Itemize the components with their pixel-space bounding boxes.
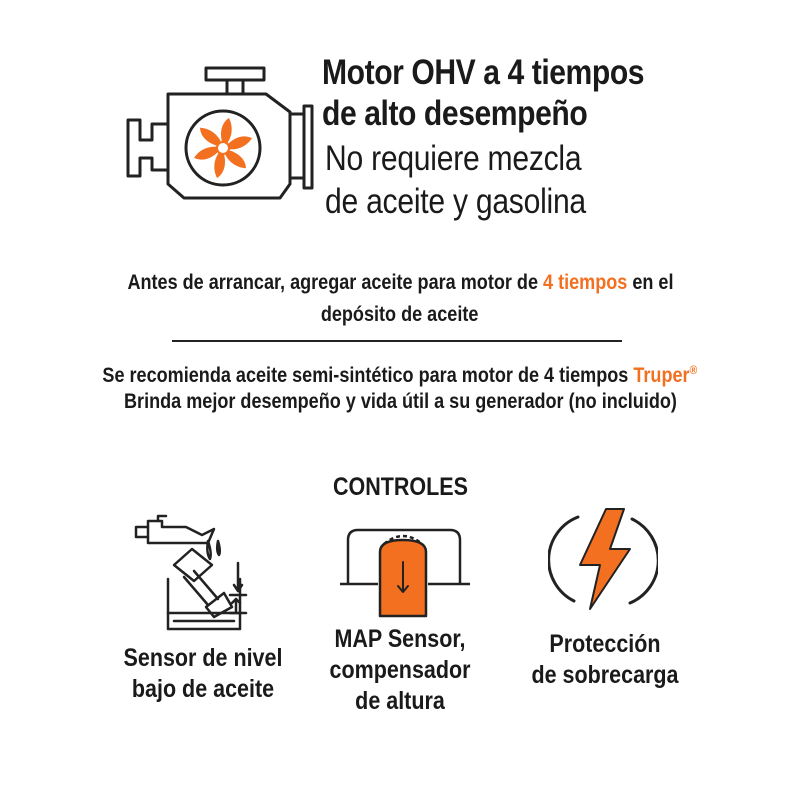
subtitle-line-1: No requiere mezcla bbox=[325, 139, 582, 178]
notice-highlight: 4 tiempos bbox=[542, 271, 627, 294]
overload-protection-icon bbox=[548, 505, 658, 615]
recommendation-line-2 bbox=[0, 387, 800, 417]
registered-mark: ® bbox=[689, 363, 698, 377]
overload-label bbox=[505, 629, 705, 691]
notice-line-2 bbox=[0, 300, 800, 330]
title-line-2: de alto desempeño bbox=[322, 94, 588, 133]
map-sensor-label-line-3: de altura bbox=[355, 687, 445, 715]
notice-prefix: Antes de arrancar, agregar aceite para motor de bbox=[126, 271, 543, 294]
divider bbox=[172, 340, 622, 342]
notice-line-2-text: depósito de aceite bbox=[321, 303, 479, 326]
recommendation-line-1 bbox=[0, 355, 800, 391]
oil-sensor-label-line-1: Sensor de nivel bbox=[123, 644, 283, 672]
controls-title bbox=[0, 473, 800, 502]
oil-sensor-label-line-2: bajo de aceite bbox=[131, 675, 275, 703]
overload-label-line-2: de sobrecarga bbox=[531, 661, 679, 689]
map-sensor-icon bbox=[340, 520, 470, 620]
recommendation-prefix: Se recomienda aceite semi-sintético para motor de 4 tiempos bbox=[102, 364, 634, 387]
map-sensor-label bbox=[305, 624, 495, 717]
brand-name: Truper bbox=[633, 364, 690, 387]
oil-sensor-label bbox=[103, 643, 303, 705]
overload-label-line-1: Protección bbox=[549, 630, 661, 658]
oil-level-sensor-icon bbox=[128, 513, 268, 643]
controls-title-text: CONTROLES bbox=[332, 473, 468, 501]
map-sensor-label-line-2: compensador bbox=[329, 656, 471, 684]
engine-fan-icon bbox=[118, 58, 318, 208]
title-line-1: Motor OHV a 4 tiempos bbox=[322, 53, 645, 92]
subtitle-line-2: de aceite y gasolina bbox=[325, 182, 586, 221]
notice-suffix: en el bbox=[626, 271, 674, 294]
recommendation-line-2-text: Brinda mejor desempeño y vida útil a su generador (no incluido) bbox=[123, 390, 677, 413]
notice-line-1 bbox=[0, 268, 800, 298]
map-sensor-label-line-1: MAP Sensor, bbox=[334, 625, 466, 653]
